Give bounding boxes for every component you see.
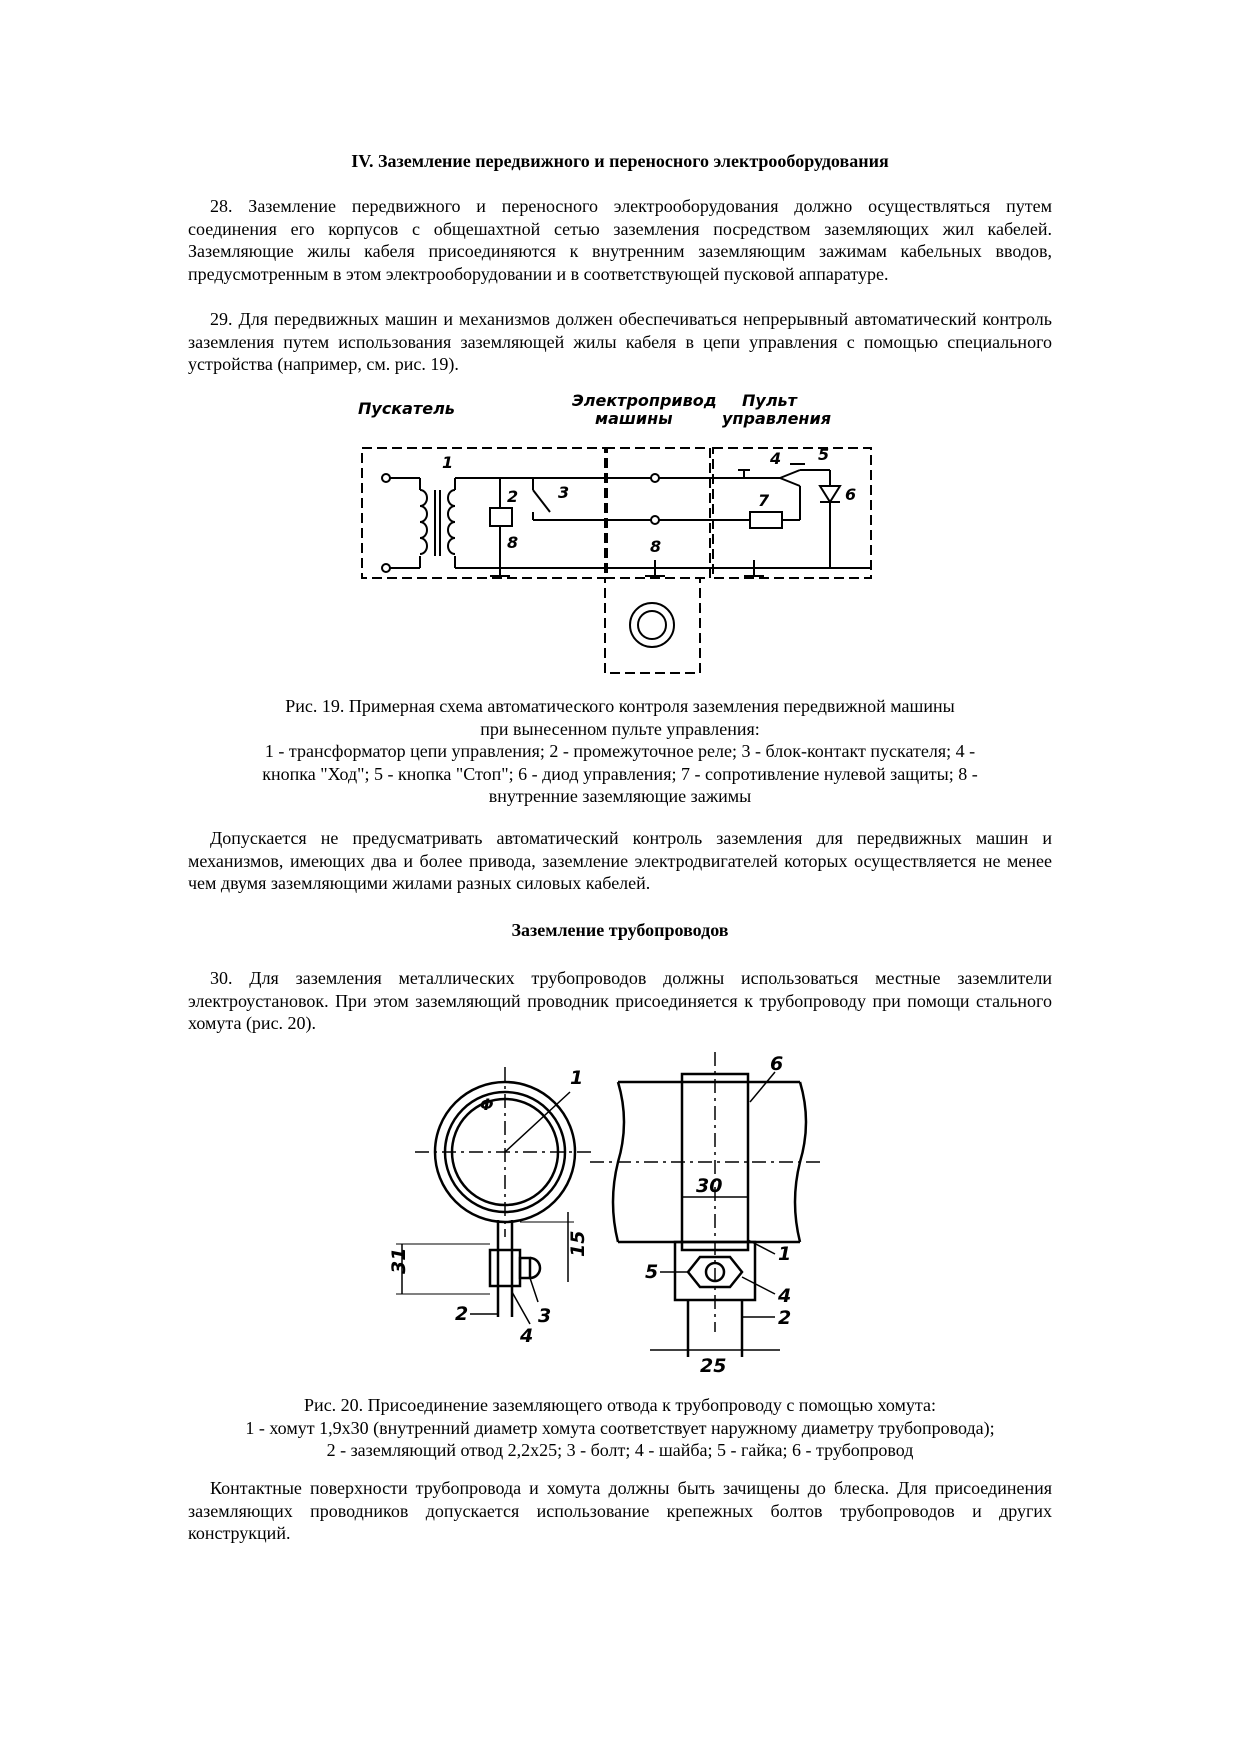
fig20-num-3: 3 [538, 1305, 552, 1327]
figure-20-drawing [388, 1052, 830, 1382]
dim-31: 31 [388, 1247, 410, 1274]
num-2: 2 [507, 487, 519, 506]
figure-20-caption: Рис. 20. Присоединение заземляющего отвода к трубопроводу с помощью хомута: 1 - хомут 1,9х30 (внутренний диаметр хомута соответствует наружному диаметру трубопровода); 2 - заземляющий отвод 2,2х25; 3 - болт; 4 - шайба; 5 - гайка; 6 - трубопровод [245, 1395, 995, 1460]
fig20-num-1b: 1 [778, 1243, 792, 1265]
fig20-num-6: 6 [770, 1053, 784, 1075]
num-5: 5 [818, 445, 830, 464]
machine-enclosure [605, 578, 700, 673]
num-7: 7 [758, 491, 770, 510]
figure-19-caption: Рис. 19. Примерная схема автоматического контроля заземления передвижной машины при вынесенном пульте управления: 1 - трансформатор цепи управления; 2 - промежуточное реле; 3 - блок-контакт пускателя; 4 - кнопка "Ход"; 5 - кнопка "Стоп"; 6 - диод управления; 7 - сопротивление нулевой защиты; 8 - внутренние заземляющие зажимы [262, 696, 978, 806]
paragraph-29: 29. Для передвижных машин и механизмов должен обеспечиваться непрерывный автоматический контроль заземления путем использования заземляющей жилы кабеля в цепи управления с помощью специального устройства (например, см. рис. 19). [188, 309, 1052, 374]
fig20-num-1a: 1 [570, 1067, 584, 1089]
dim-30: 30 [696, 1175, 723, 1197]
label-drive-2: машины [595, 409, 673, 428]
fig20-num-2a: 2 [455, 1303, 469, 1325]
fig20-num-5: 5 [645, 1261, 659, 1283]
num-8b: 8 [650, 537, 662, 556]
num-1: 1 [442, 453, 454, 472]
label-panel-1: Пульт [742, 391, 797, 410]
fig20-num-2b: 2 [778, 1307, 792, 1329]
num-3: 3 [558, 483, 570, 502]
fig20-num-4a: 4 [520, 1325, 534, 1347]
paragraph-30: 30. Для заземления металлических трубопроводов должны использоваться местные заземлители электроустановок. При этом заземляющий проводник присоединяется к трубопроводу при помощи стального хомута (рис. 20). [188, 968, 1052, 1033]
dim-15: 15 [567, 1230, 589, 1257]
starter-enclosure [362, 448, 607, 578]
dim-25: 25 [700, 1355, 727, 1377]
figure-19-schematic [350, 390, 890, 680]
drive-enclosure [605, 448, 710, 578]
section-heading: IV. Заземление передвижного и переносного электрооборудования [351, 151, 889, 171]
paragraph-28: 28. Заземление передвижного и переносного электрооборудования должно осуществляться путем соединения его корпусов с общешахтной сетью заземления посредством заземляющих жил кабелей. Заземляющие жилы кабеля присоединяются к внутренним заземляющим зажимам кабельных вводов, предусмотренным в этом электрооборудовании и в соответствующей пусковой аппаратуре. [188, 196, 1052, 284]
num-8a: 8 [507, 533, 519, 552]
paragraph-contact: Контактные поверхности трубопровода и хомута должны быть зачищены до блеска. Для присоединения заземляющих проводников допускается использование крепежных болтов трубопроводов и других конструкций. [188, 1478, 1052, 1543]
panel-enclosure [713, 448, 871, 578]
label-drive-1: Электропривод [572, 391, 717, 410]
label-panel-2: управления [722, 409, 831, 428]
label-starter: Пускатель [358, 399, 455, 418]
subsection-heading: Заземление трубопроводов [511, 920, 729, 940]
fig20-phi: Φ [480, 1095, 494, 1114]
num-6: 6 [845, 485, 857, 504]
fig20-num-4b: 4 [778, 1285, 792, 1307]
num-4: 4 [770, 449, 782, 468]
paragraph-allow: Допускается не предусматривать автоматический контроль заземления для передвижных машин и механизмов, имеющих два и более привода, заземление электродвигателей которых осуществляется не менее чем двумя заземляющими жилами разных силовых кабелей. [188, 828, 1052, 893]
